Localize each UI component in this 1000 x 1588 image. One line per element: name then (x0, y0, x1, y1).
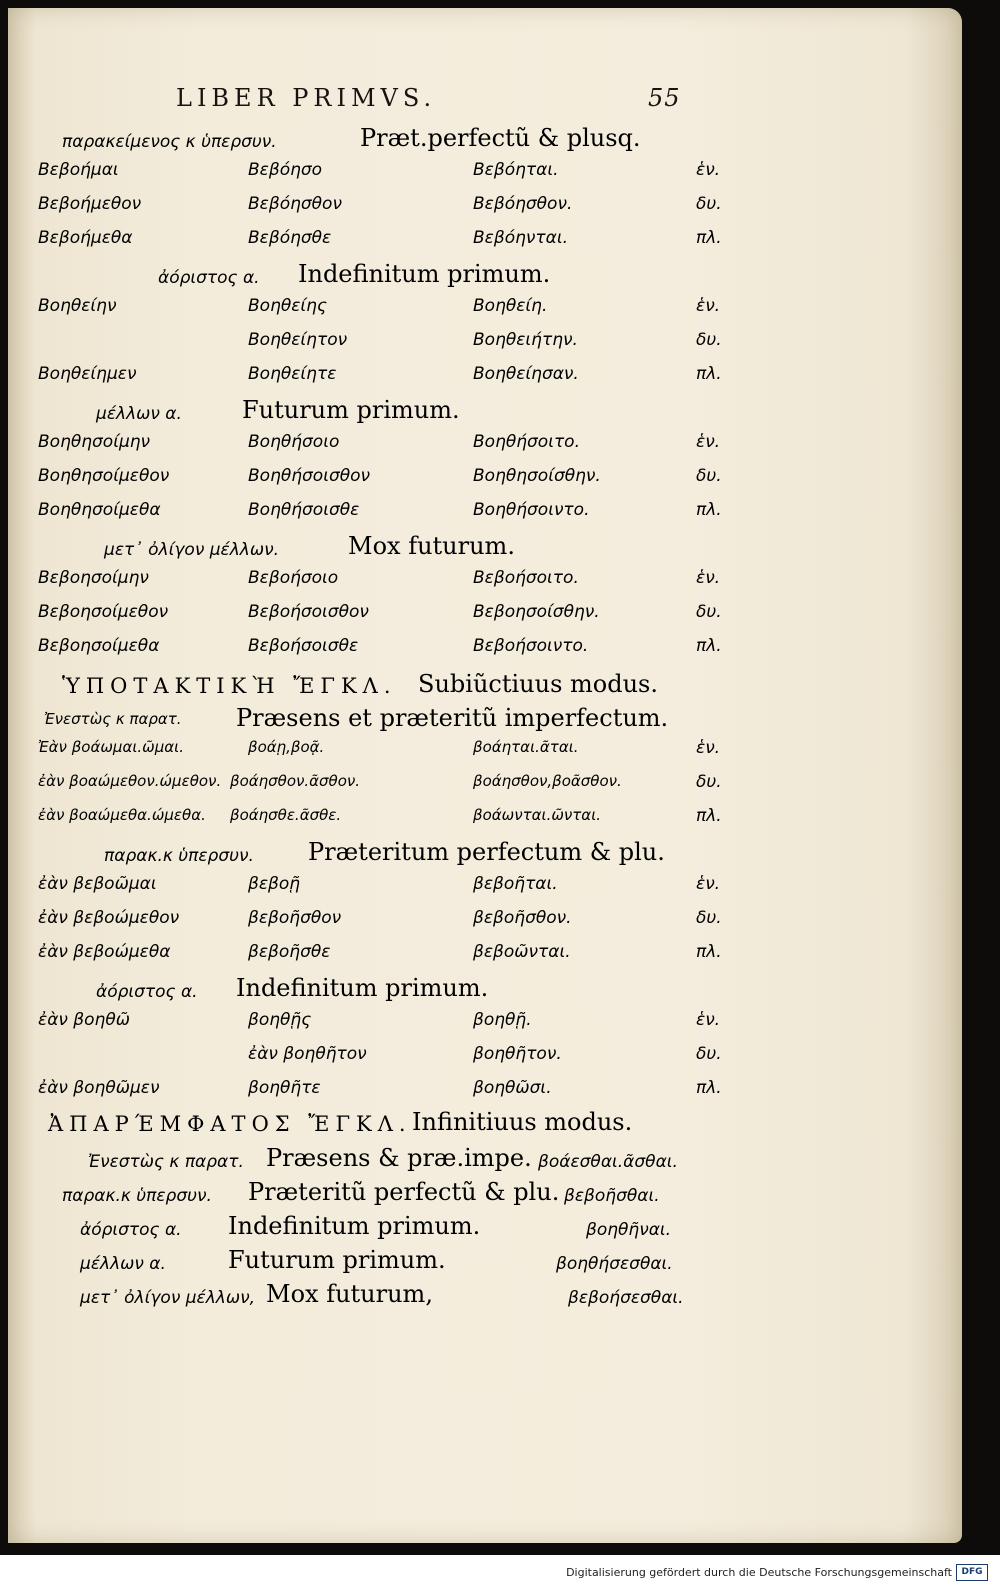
book-page (8, 8, 962, 1543)
table-row (8, 228, 962, 262)
number-marker: δυ. (696, 772, 722, 792)
number-marker: ἑν. (696, 432, 721, 452)
greek-tense: μέλλων α. (80, 1254, 166, 1274)
form-third: Βοηθειήτην. (473, 330, 578, 350)
greek-tense: Ἐνεστὼς κ παρατ. (88, 1152, 244, 1172)
form-third: βοηθῶσι. (473, 1078, 552, 1098)
table-row (8, 942, 962, 976)
form-second: Βοηθείητε (248, 364, 337, 384)
table-row (8, 296, 962, 330)
greek-heading: παρακ.κ ὑπερσυν. (104, 846, 254, 866)
greek-mood-title: ὙΠΟΤΑΚΤΙΚῊ ἜΓΚΛ. (62, 674, 397, 698)
form-second: Βοηθήσοισθε (248, 500, 360, 520)
greek-mood-title: ἈΠΑΡΈΜΦΑΤΟΣ ἜΓΚΛ. (48, 1112, 412, 1136)
form-first: Βοηθησοίμεθα (38, 500, 161, 520)
form-second: Βοηθήσοιο (248, 432, 340, 452)
form-second: Βεβόησο (248, 160, 323, 180)
infinitive-form: βοάεσθαι.ᾶσθαι. (538, 1152, 678, 1172)
table-row (8, 874, 962, 908)
infinitive-form: βεβοήσεσθαι. (568, 1288, 684, 1308)
form-first: Βεβοησοίμην (38, 568, 149, 588)
number-marker: πλ. (696, 806, 722, 826)
form-third: βεβοῆται. (473, 874, 558, 894)
table-row (8, 908, 962, 942)
form-third: Βεβοησοίσθην. (473, 602, 600, 622)
form-third: βοηθῆτον. (473, 1044, 562, 1064)
infinitive-row (8, 1244, 962, 1280)
table-row (8, 432, 962, 466)
latin-heading: Præt.perfectũ & plusq. (360, 124, 641, 152)
table-row (8, 194, 962, 228)
number-marker: πλ. (696, 228, 722, 248)
number-marker: ἑν. (696, 738, 721, 758)
form-second: Βεβόησθε (248, 228, 332, 248)
section-heading (8, 972, 962, 1008)
form-first: Βοηθησοίμην (38, 432, 151, 452)
form-third: βεβοῶνται. (473, 942, 571, 962)
section-heading (8, 702, 962, 738)
number-marker: δυ. (696, 602, 722, 622)
table-row (8, 636, 962, 670)
number-marker: πλ. (696, 942, 722, 962)
form-third: Βοηθήσοιντο. (473, 500, 590, 520)
form-second: Βεβοήσοισθον (248, 602, 369, 622)
table-row (8, 1010, 962, 1044)
form-second: βεβοῆσθε (248, 942, 331, 962)
table-row (8, 364, 962, 398)
form-second: βεβοῇ (248, 874, 301, 894)
form-third: βοάηται.ᾶται. (473, 738, 579, 756)
form-second: βεβοῆσθον (248, 908, 342, 928)
greek-heading: ἀόριστος α. (96, 982, 198, 1002)
form-third: Βεβοήσοιτο. (473, 568, 579, 588)
form-first: ἐὰν βοαώμεθον.ώμεθον. (38, 772, 222, 790)
number-marker: δυ. (696, 1044, 722, 1064)
greek-tense: παρακ.κ ὑπερσυν. (62, 1186, 212, 1206)
form-second: Βεβόησθον (248, 194, 342, 214)
greek-tense: μετ᾽ ὀλίγον μέλλων, (80, 1288, 255, 1308)
form-first: ἐὰν βοαώμεθα.ώμεθα. (38, 806, 206, 824)
form-third: Βεβοήσοιντο. (473, 636, 589, 656)
section-heading (8, 258, 962, 294)
latin-heading: Præteritum perfectum & plu. (308, 838, 665, 866)
form-third: βοάωνται.ῶνται. (473, 806, 602, 824)
dfg-logo-icon: DFG (956, 1564, 988, 1581)
form-first: ἐὰν βεβοώμεθον (38, 908, 180, 928)
infinitive-row (8, 1210, 962, 1246)
form-second: βοηθῆτε (248, 1078, 321, 1098)
footer-bar (0, 1555, 1000, 1588)
latin-mood-title: Subiũctiuus modus. (418, 670, 658, 698)
form-third: βοάησθον,βοᾶσθον. (473, 772, 622, 790)
latin-heading: Præsens et præteritũ imperfectum. (236, 704, 669, 732)
table-row (8, 602, 962, 636)
form-first: ἐὰν βεβοώμεθα (38, 942, 171, 962)
infinitive-form: βοηθῆναι. (586, 1220, 672, 1240)
section-heading (8, 836, 962, 872)
table-row (8, 330, 962, 364)
number-marker: δυ. (696, 466, 722, 486)
table-row (8, 806, 962, 840)
infinitive-form: βεβοῆσθαι. (564, 1186, 660, 1206)
latin-mood-title: Infinitiuus modus. (412, 1108, 633, 1136)
form-second: Βεβοήσοιο (248, 568, 339, 588)
form-third: Βοηθείησαν. (473, 364, 579, 384)
form-first: Βοηθείημεν (38, 364, 137, 384)
table-row (8, 568, 962, 602)
form-second: Βοηθείης (248, 296, 327, 316)
section-heading (8, 530, 962, 566)
number-marker: ἑν. (696, 160, 721, 180)
form-first: Βεβοησοίμεθα (38, 636, 160, 656)
infinitive-row (8, 1176, 962, 1212)
form-third: Βοηθήσοιτο. (473, 432, 580, 452)
number-marker: δυ. (696, 194, 722, 214)
latin-tense: Præteritũ perfectũ & plu. (248, 1178, 560, 1206)
form-second: Βεβοήσοισθε (248, 636, 359, 656)
infinitive-row (8, 1142, 962, 1178)
form-first: Βεβοήμεθον (38, 194, 142, 214)
form-first: Βεβοήμαι (38, 160, 119, 180)
form-second: βοηθῇς (248, 1010, 312, 1030)
number-marker: πλ. (696, 636, 722, 656)
mood-heading-subjunctive (8, 668, 962, 704)
latin-heading: Mox futurum. (348, 532, 515, 560)
running-title: LIBER PRIMVS. (176, 84, 437, 112)
greek-heading: μετ᾽ ὀλίγον μέλλων. (104, 540, 279, 560)
mood-heading-infinitive (8, 1106, 962, 1142)
greek-heading: μέλλων α. (96, 404, 182, 424)
number-marker: ἑν. (696, 874, 721, 894)
number-marker: ἑν. (696, 1010, 721, 1030)
greek-heading: παρακείμενος κ ὑπερσυν. (62, 132, 277, 152)
number-marker: ἑν. (696, 568, 721, 588)
table-row (8, 160, 962, 194)
number-marker: πλ. (696, 500, 722, 520)
infinitive-row (8, 1278, 962, 1314)
form-second: βοάῃ,βοᾷ. (248, 738, 325, 756)
table-row (8, 738, 962, 772)
form-first: Βεβοήμεθα (38, 228, 133, 248)
table-row (8, 466, 962, 500)
form-second: ἐὰν βοηθῆτον (248, 1044, 367, 1064)
form-second: βοάησθε.ᾶσθε. (230, 806, 342, 824)
table-row (8, 772, 962, 806)
form-third: Βοηθείη. (473, 296, 548, 316)
greek-heading: Ἐνεστὼς κ παρατ. (44, 710, 182, 728)
form-third: βεβοῆσθον. (473, 908, 572, 928)
form-third: Βεβόηται. (473, 160, 559, 180)
form-second: Βοηθήσοισθον (248, 466, 371, 486)
form-first: Ἐὰν βοάωμαι.ῶμαι. (38, 738, 185, 756)
number-marker: πλ. (696, 364, 722, 384)
latin-tense: Mox futurum, (266, 1280, 433, 1308)
latin-heading: Indefinitum primum. (298, 260, 551, 288)
greek-tense: ἀόριστος α. (80, 1220, 182, 1240)
infinitive-form: βοηθήσεσθαι. (556, 1254, 673, 1274)
number-marker: δυ. (696, 330, 722, 350)
section-heading (8, 122, 962, 158)
form-third: Βεβόησθον. (473, 194, 573, 214)
latin-tense: Præsens & præ.impe. (266, 1144, 532, 1172)
table-row (8, 500, 962, 534)
form-first: ἐὰν βοηθῶμεν (38, 1078, 160, 1098)
latin-tense: Indefinitum primum. (228, 1212, 481, 1240)
form-first: ἐὰν βεβοῶμαι (38, 874, 157, 894)
form-second: βοάησθον.ᾶσθον. (230, 772, 361, 790)
form-third: Βοηθησοίσθην. (473, 466, 601, 486)
form-first: ἐὰν βοηθῶ (38, 1010, 130, 1030)
form-third: Βεβόηνται. (473, 228, 568, 248)
greek-heading: ἀόριστος α. (158, 268, 260, 288)
form-first: Βοηθείην (38, 296, 117, 316)
form-first: Βοηθησοίμεθον (38, 466, 170, 486)
form-third: βοηθῇ. (473, 1010, 532, 1030)
number-marker: δυ. (696, 908, 722, 928)
form-first: Βεβοησοίμεθον (38, 602, 169, 622)
number-marker: πλ. (696, 1078, 722, 1098)
form-second: Βοηθείητον (248, 330, 348, 350)
number-marker: ἑν. (696, 296, 721, 316)
page-number: 55 (648, 84, 681, 112)
latin-heading: Indefinitum primum. (236, 974, 489, 1002)
latin-tense: Futurum primum. (228, 1246, 446, 1274)
table-row (8, 1044, 962, 1078)
section-heading (8, 394, 962, 430)
latin-heading: Futurum primum. (242, 396, 460, 424)
funding-credit: Digitalisierung gefördert durch die Deutsche Forschungsgemeinschaft (566, 1566, 952, 1579)
